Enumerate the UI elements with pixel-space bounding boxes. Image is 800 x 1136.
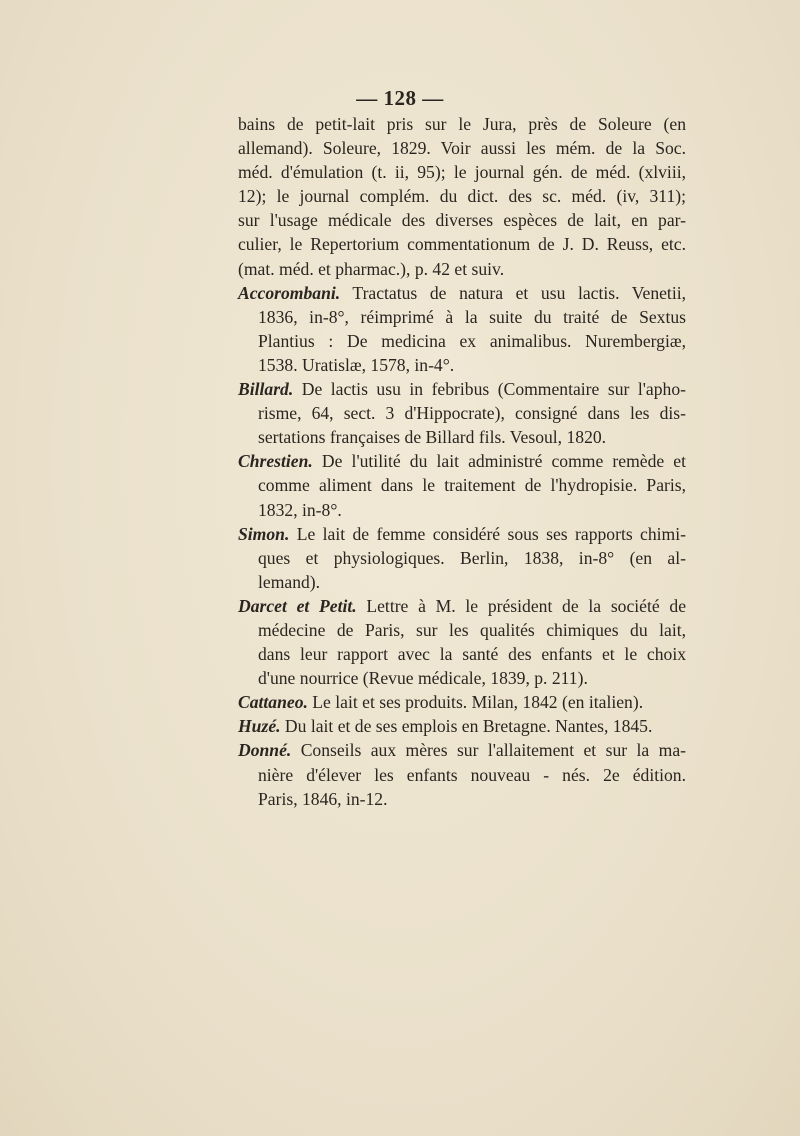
entry-line-text: ques et physiologiques. Berlin, 1838, in-8° (en al-: [258, 547, 686, 568]
page-number: — 128 —: [356, 86, 444, 110]
entry-line: [238, 136, 686, 160]
entry-line-text: Lettre à M. le président de la société de: [356, 595, 686, 616]
entry-line-text: De l'utilité du lait administré comme remède et: [312, 451, 686, 472]
entry-line: [238, 642, 686, 666]
entry-line-text: De lactis usu in febribus (Commentaire sur l'apho-: [293, 379, 686, 400]
entry-line: [238, 112, 686, 136]
entry-line: [238, 257, 686, 281]
entry-line-text: 1836, in-8°, réimprimé à la suite du traité de Sextus: [258, 306, 686, 327]
entry-line: [238, 281, 686, 305]
entry-line: [238, 738, 686, 762]
entry-line-text: culier, le Repertorium commentationum de J. D. Reuss, etc.: [238, 234, 686, 255]
entry-line-text: 1832, in-8°.: [258, 499, 342, 520]
entry-line: [238, 184, 686, 208]
entry-line: [238, 353, 686, 377]
entry-line-text: Le lait de femme considéré sous ses rapports chimi-: [289, 523, 686, 544]
entry-line-text: nière d'élever les enfants nouveau - nés. 2e édition.: [258, 764, 686, 785]
entry-line-text: 1538. Uratislæ, 1578, in-4°.: [258, 354, 455, 375]
entry-line: [238, 160, 686, 184]
entry-author: Accorombani.: [238, 282, 341, 303]
entry-line-text: Paris, 1846, in-12.: [258, 788, 388, 809]
entry-line: [238, 763, 686, 787]
bibliography-entry: [238, 281, 686, 377]
entry-line: [238, 329, 686, 353]
entry-line-text: dans leur rapport avec la santé des enfants et le choix: [258, 644, 686, 665]
entry-line-text: allemand). Soleure, 1829. Voir aussi les mém. de la Soc.: [238, 138, 686, 159]
entry-line-text: sur l'usage médicale des diverses espèces de lait, en par-: [238, 210, 686, 231]
entry-line: [238, 305, 686, 329]
entry-line: [238, 449, 686, 473]
entry-line: [238, 787, 686, 811]
entry-line: [238, 425, 686, 449]
entry-line-text: lemand).: [258, 571, 321, 592]
bibliography-entry: [238, 738, 686, 810]
entry-line-text: d'une nourrice (Revue médicale, 1839, p. 211).: [258, 668, 588, 689]
bibliography-entry: [238, 522, 686, 594]
bibliography-entry: [238, 112, 686, 281]
entry-author: Donné.: [238, 740, 292, 761]
entry-line-text: Tractatus de natura et usu lactis. Venetii,: [340, 282, 686, 303]
entry-line: [238, 208, 686, 232]
entry-line: [238, 377, 686, 401]
entry-line: [238, 546, 686, 570]
bibliography-entry: [238, 690, 686, 714]
entry-line-text: sertations françaises de Billard fils. Vesoul, 1820.: [258, 427, 607, 448]
entry-line: [238, 498, 686, 522]
entry-line-text: Conseils aux mères sur l'allaitement et sur la ma-: [291, 740, 686, 761]
entry-line-text: risme, 64, sect. 3 d'Hippocrate), consigné dans les dis-: [258, 403, 686, 424]
entry-line-text: médecine de Paris, sur les qualités chimiques du lait,: [258, 619, 686, 640]
entry-author: Chrestien.: [238, 451, 313, 472]
entry-line: [238, 401, 686, 425]
entry-line: [238, 473, 686, 497]
entry-line-text: Le lait et ses produits. Milan, 1842 (en italien).: [307, 692, 644, 713]
entry-line-text: 12); le journal complém. du dict. des sc. méd. (iv, 311);: [238, 186, 686, 207]
bibliography-text: [238, 112, 686, 811]
entry-author: Huzé.: [238, 716, 281, 737]
bibliography-entry: [238, 594, 686, 690]
entry-line-text: comme aliment dans le traitement de l'hydropisie. Paris,: [258, 475, 686, 496]
entry-line: [238, 522, 686, 546]
entry-author: Cattaneo.: [238, 692, 308, 713]
entry-line: [238, 714, 686, 738]
bibliography-entry: [238, 377, 686, 449]
entry-line: [238, 594, 686, 618]
entry-line-text: Du lait et de ses emplois en Bretagne. Nantes, 1845.: [280, 716, 653, 737]
entry-line: [238, 232, 686, 256]
entry-line: [238, 690, 686, 714]
bibliography-entry: [238, 714, 686, 738]
entry-line-text: (mat. méd. et pharmac.), p. 42 et suiv.: [238, 258, 505, 279]
entry-line-text: méd. d'émulation (t. ii, 95); le journal gén. de méd. (xlviii,: [238, 162, 686, 183]
bibliography-entry: [238, 449, 686, 521]
entry-author: Simon.: [238, 523, 290, 544]
entry-line-text: bains de petit-lait pris sur le Jura, près de Soleure (en: [238, 114, 686, 134]
entry-author: Billard.: [238, 379, 294, 400]
entry-line-text: Plantius : De medicina ex animalibus. Nurembergiæ,: [258, 330, 686, 351]
entry-line: [238, 618, 686, 642]
entry-author: Darcet et Petit.: [238, 595, 357, 616]
entry-line: [238, 570, 686, 594]
entry-line: [238, 666, 686, 690]
